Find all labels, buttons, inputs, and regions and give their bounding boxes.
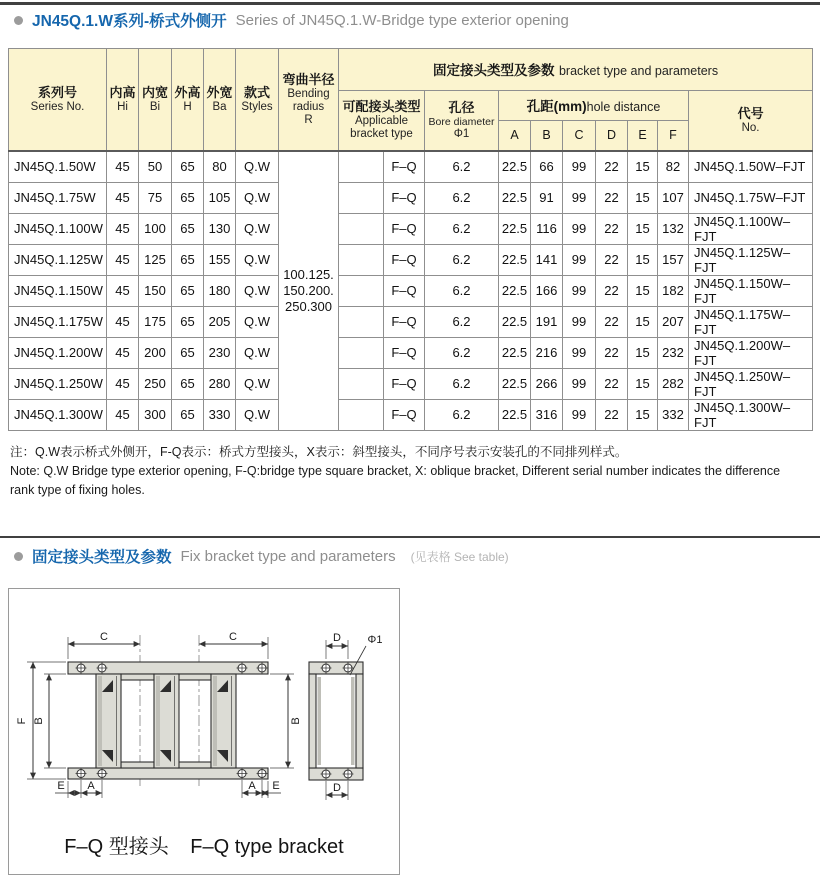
cell-hole-b: 316: [531, 399, 563, 430]
bending-radius-line: 250.300: [285, 298, 332, 314]
cell-code: JN45Q.1.175W–FJT: [689, 306, 813, 337]
cell-hole-b: 91: [531, 182, 563, 213]
dim-label-a-left: A: [87, 780, 95, 792]
cell-bracket-empty: [339, 244, 384, 275]
link-column: [96, 674, 121, 768]
cell-bore-diameter: 6.2: [425, 368, 499, 399]
cell-hole-e: 15: [628, 368, 658, 399]
cell-code: JN45Q.1.100W–FJT: [689, 213, 813, 244]
cell-style: Q.W: [236, 244, 279, 275]
cell-hole-d: 22: [596, 213, 628, 244]
cell-inner-height: 45: [107, 151, 139, 183]
cell-series: JN45Q.1.250W: [9, 368, 107, 399]
cell-bore-diameter: 6.2: [425, 399, 499, 430]
cell-series: JN45Q.1.50W: [9, 151, 107, 183]
cell-series: JN45Q.1.175W: [9, 306, 107, 337]
cell-hole-a: 22.5: [499, 244, 531, 275]
cell-bracket-type: F–Q: [384, 337, 425, 368]
cell-outer-width: 205: [204, 306, 236, 337]
cell-hole-c: 99: [563, 275, 596, 306]
bullet-icon: [14, 552, 23, 561]
dim-label-b-left: B: [33, 717, 45, 725]
bracket-figure-box: [8, 588, 400, 875]
cell-hole-c: 99: [563, 306, 596, 337]
cell-code: JN45Q.1.150W–FJT: [689, 275, 813, 306]
cell-hole-c: 99: [563, 399, 596, 430]
table-row: [9, 306, 813, 337]
cell-hole-f: 82: [658, 151, 689, 183]
col-header-outer-height: 外高 H: [172, 49, 204, 151]
cell-hole-e: 15: [628, 213, 658, 244]
cell-hole-f: 332: [658, 399, 689, 430]
cell-style: Q.W: [236, 368, 279, 399]
table-row: [9, 368, 813, 399]
cell-code: JN45Q.1.300W–FJT: [689, 399, 813, 430]
section2-header: [14, 545, 509, 567]
table-row: [9, 275, 813, 306]
cell-hole-d: 22: [596, 306, 628, 337]
dim-label-phi: Φ1: [367, 634, 383, 646]
cell-outer-height: 65: [172, 213, 204, 244]
figure-caption: [9, 830, 399, 859]
cell-bracket-type: F–Q: [384, 244, 425, 275]
cell-outer-height: 65: [172, 368, 204, 399]
dim-label-b-right: B: [290, 717, 302, 725]
col-header-hole-e: E: [628, 121, 658, 151]
cell-bracket-empty: [339, 182, 384, 213]
cell-inner-width: 75: [139, 182, 172, 213]
col-header-outer-width: 外宽 Ba: [204, 49, 236, 151]
section2-title-en: Fix bracket type and parameters: [180, 547, 396, 565]
side-view: [309, 662, 363, 780]
cell-hole-d: 22: [596, 337, 628, 368]
front-top-step-1: [121, 674, 154, 680]
cell-inner-width: 50: [139, 151, 172, 183]
cell-hole-d: 22: [596, 275, 628, 306]
header-series-zh: 系列号: [37, 84, 77, 100]
cell-series: JN45Q.1.75W: [9, 182, 107, 213]
note-line-en-1: Note: Q.W Bridge type exterior opening, F-Q:bridge type square bracket, X: oblique bracket, Different serial number indicates the difference: [10, 464, 781, 478]
cell-hole-e: 15: [628, 151, 658, 183]
col-header-hole-a: A: [499, 121, 531, 151]
spec-table: [8, 48, 813, 431]
cell-inner-height: 45: [107, 182, 139, 213]
front-bottom-step-1: [121, 762, 154, 768]
cell-inner-width: 250: [139, 368, 172, 399]
figure-caption-zh: F–Q 型接头: [64, 836, 169, 858]
note-line-en-2: rank type of fixing holes.: [10, 483, 145, 497]
cell-inner-height: 45: [107, 244, 139, 275]
table-header: [9, 49, 813, 151]
dim-label-e-left: E: [57, 780, 65, 792]
table-body: [9, 151, 813, 431]
cell-inner-height: 45: [107, 399, 139, 430]
section1-title-zh: JN45Q.1.W系列-桥式外侧开: [32, 13, 227, 30]
table-row: [9, 213, 813, 244]
dim-label-a-right: A: [248, 780, 256, 792]
bracket-drawing: [9, 589, 397, 811]
cell-hole-c: 99: [563, 244, 596, 275]
cell-hole-e: 15: [628, 244, 658, 275]
cell-inner-height: 45: [107, 306, 139, 337]
cell-outer-width: 280: [204, 368, 236, 399]
cell-hole-e: 15: [628, 275, 658, 306]
cell-style: Q.W: [236, 337, 279, 368]
table-row: [9, 337, 813, 368]
cell-bracket-type: F–Q: [384, 213, 425, 244]
cell-hole-c: 99: [563, 182, 596, 213]
dim-label-d-top: D: [333, 632, 341, 644]
bending-radius-line: 150.200.: [283, 282, 334, 298]
col-header-series: [9, 49, 107, 151]
cell-style: Q.W: [236, 399, 279, 430]
cell-outer-height: 65: [172, 151, 204, 183]
col-header-applicable-bracket: 可配接头类型 Applicable bracket type: [339, 91, 425, 151]
col-header-code: 代号 No.: [689, 91, 813, 151]
dim-label-e-right: E: [272, 780, 280, 792]
section1-title-en: Series of JN45Q.1.W-Bridge type exterior opening: [235, 11, 569, 29]
link-column: [211, 674, 236, 768]
cell-series: JN45Q.1.125W: [9, 244, 107, 275]
cell-bracket-type: F–Q: [384, 368, 425, 399]
cell-hole-c: 99: [563, 151, 596, 183]
cell-hole-e: 15: [628, 306, 658, 337]
cell-hole-d: 22: [596, 151, 628, 183]
cell-outer-height: 65: [172, 275, 204, 306]
col-header-bracket-group: 固定接头类型及参数 bracket type and parameters: [339, 49, 813, 91]
col-header-hole-f: F: [658, 121, 689, 151]
cell-hole-c: 99: [563, 337, 596, 368]
col-header-hole-distance: 孔距(mm)hole distance: [499, 91, 689, 121]
cell-inner-width: 300: [139, 399, 172, 430]
cell-bore-diameter: 6.2: [425, 275, 499, 306]
cell-outer-width: 105: [204, 182, 236, 213]
cell-bore-diameter: 6.2: [425, 151, 499, 183]
cell-style: Q.W: [236, 182, 279, 213]
dim-label-d-bottom: D: [333, 782, 341, 794]
cell-bracket-empty: [339, 306, 384, 337]
section-divider: [0, 536, 820, 538]
cell-hole-a: 22.5: [499, 337, 531, 368]
front-top-step-2: [178, 674, 211, 680]
cell-code: JN45Q.1.75W–FJT: [689, 182, 813, 213]
cell-outer-height: 65: [172, 306, 204, 337]
cell-inner-width: 200: [139, 337, 172, 368]
front-link-columns: [96, 674, 236, 768]
cell-hole-d: 22: [596, 244, 628, 275]
cell-hole-a: 22.5: [499, 151, 531, 183]
table-row: [9, 244, 813, 275]
table-row: [9, 151, 813, 183]
cell-bracket-empty: [339, 399, 384, 430]
col-header-bore-diameter: 孔径 Bore diameter Φ1: [425, 91, 499, 151]
cell-inner-width: 175: [139, 306, 172, 337]
cell-series: JN45Q.1.300W: [9, 399, 107, 430]
cell-bore-diameter: 6.2: [425, 337, 499, 368]
cell-hole-a: 22.5: [499, 399, 531, 430]
cell-outer-width: 80: [204, 151, 236, 183]
cell-bore-diameter: 6.2: [425, 182, 499, 213]
cell-outer-height: 65: [172, 399, 204, 430]
cell-hole-f: 282: [658, 368, 689, 399]
cell-hole-a: 22.5: [499, 368, 531, 399]
cell-code: JN45Q.1.125W–FJT: [689, 244, 813, 275]
cell-hole-b: 216: [531, 337, 563, 368]
front-bottom-step-2: [178, 762, 211, 768]
cell-code: JN45Q.1.50W–FJT: [689, 151, 813, 183]
cell-bracket-type: F–Q: [384, 182, 425, 213]
header-series-en: Series No.: [30, 100, 85, 113]
cell-code: JN45Q.1.200W–FJT: [689, 337, 813, 368]
cell-hole-a: 22.5: [499, 275, 531, 306]
bullet-icon: [14, 16, 23, 25]
cell-hole-e: 15: [628, 182, 658, 213]
cell-inner-width: 150: [139, 275, 172, 306]
col-header-inner-height: 内高 Hi: [107, 49, 139, 151]
cell-hole-a: 22.5: [499, 182, 531, 213]
cell-style: Q.W: [236, 275, 279, 306]
cell-hole-d: 22: [596, 368, 628, 399]
section1-header: [14, 9, 569, 31]
cell-inner-height: 45: [107, 337, 139, 368]
cell-bore-diameter: 6.2: [425, 306, 499, 337]
cell-series: JN45Q.1.150W: [9, 275, 107, 306]
cell-bracket-empty: [339, 275, 384, 306]
cell-bending-radius: [279, 151, 339, 431]
cell-hole-f: 232: [658, 337, 689, 368]
cell-outer-height: 65: [172, 337, 204, 368]
cell-outer-width: 230: [204, 337, 236, 368]
cell-outer-width: 130: [204, 213, 236, 244]
col-header-bending-radius: 弯曲半径 Bending radius R: [279, 49, 339, 151]
cell-hole-a: 22.5: [499, 306, 531, 337]
cell-style: Q.W: [236, 151, 279, 183]
cell-series: JN45Q.1.100W: [9, 213, 107, 244]
cell-bore-diameter: 6.2: [425, 244, 499, 275]
cell-style: Q.W: [236, 306, 279, 337]
cell-inner-height: 45: [107, 275, 139, 306]
cell-outer-height: 65: [172, 182, 204, 213]
cell-bracket-type: F–Q: [384, 306, 425, 337]
cell-outer-width: 330: [204, 399, 236, 430]
cell-hole-f: 207: [658, 306, 689, 337]
cell-bracket-type: F–Q: [384, 399, 425, 430]
bending-radius-line: 100.125.: [283, 266, 334, 282]
dim-label-c-right: C: [229, 631, 237, 643]
note-line-zh: 注：Q.W表示桥式外侧开，F-Q表示：桥式方型接头，X表示：斜型接头，不同序号表示安装孔的不同排列样式。: [10, 445, 628, 459]
col-header-inner-width: 内宽 Bi: [139, 49, 172, 151]
top-divider: [0, 2, 820, 5]
cell-code: JN45Q.1.250W–FJT: [689, 368, 813, 399]
cell-inner-width: 100: [139, 213, 172, 244]
cell-hole-b: 116: [531, 213, 563, 244]
cell-hole-b: 166: [531, 275, 563, 306]
cell-hole-b: 66: [531, 151, 563, 183]
cell-bracket-type: F–Q: [384, 151, 425, 183]
dim-label-c-left: C: [100, 631, 108, 643]
cell-hole-b: 191: [531, 306, 563, 337]
cell-outer-width: 155: [204, 244, 236, 275]
cell-hole-f: 107: [658, 182, 689, 213]
cell-hole-e: 15: [628, 399, 658, 430]
cell-inner-width: 125: [139, 244, 172, 275]
table-notes: [10, 443, 812, 500]
cell-hole-b: 266: [531, 368, 563, 399]
section2-see-table: (见表格 See table): [410, 549, 509, 564]
cell-hole-a: 22.5: [499, 213, 531, 244]
col-header-styles: 款式 Styles: [236, 49, 279, 151]
cell-hole-c: 99: [563, 213, 596, 244]
cell-bracket-empty: [339, 213, 384, 244]
cell-hole-f: 132: [658, 213, 689, 244]
col-header-hole-d: D: [596, 121, 628, 151]
table-row: [9, 182, 813, 213]
cell-hole-b: 141: [531, 244, 563, 275]
col-header-hole-b: B: [531, 121, 563, 151]
table-row: [9, 399, 813, 430]
cell-hole-f: 182: [658, 275, 689, 306]
cell-hole-e: 15: [628, 337, 658, 368]
cell-series: JN45Q.1.200W: [9, 337, 107, 368]
dim-label-f: F: [16, 717, 28, 725]
cell-hole-c: 99: [563, 368, 596, 399]
cell-bracket-empty: [339, 337, 384, 368]
col-header-hole-c: C: [563, 121, 596, 151]
cell-bracket-type: F–Q: [384, 275, 425, 306]
cell-inner-height: 45: [107, 368, 139, 399]
cell-inner-height: 45: [107, 213, 139, 244]
figure-caption-en: F–Q type bracket: [190, 836, 344, 858]
cell-outer-height: 65: [172, 244, 204, 275]
link-column: [154, 674, 179, 768]
cell-hole-d: 22: [596, 399, 628, 430]
cell-bracket-empty: [339, 368, 384, 399]
cell-hole-f: 157: [658, 244, 689, 275]
cell-hole-d: 22: [596, 182, 628, 213]
cell-bore-diameter: 6.2: [425, 213, 499, 244]
cell-bracket-empty: [339, 151, 384, 183]
cell-outer-width: 180: [204, 275, 236, 306]
section2-title-zh: 固定接头类型及参数: [32, 549, 172, 566]
cell-style: Q.W: [236, 213, 279, 244]
